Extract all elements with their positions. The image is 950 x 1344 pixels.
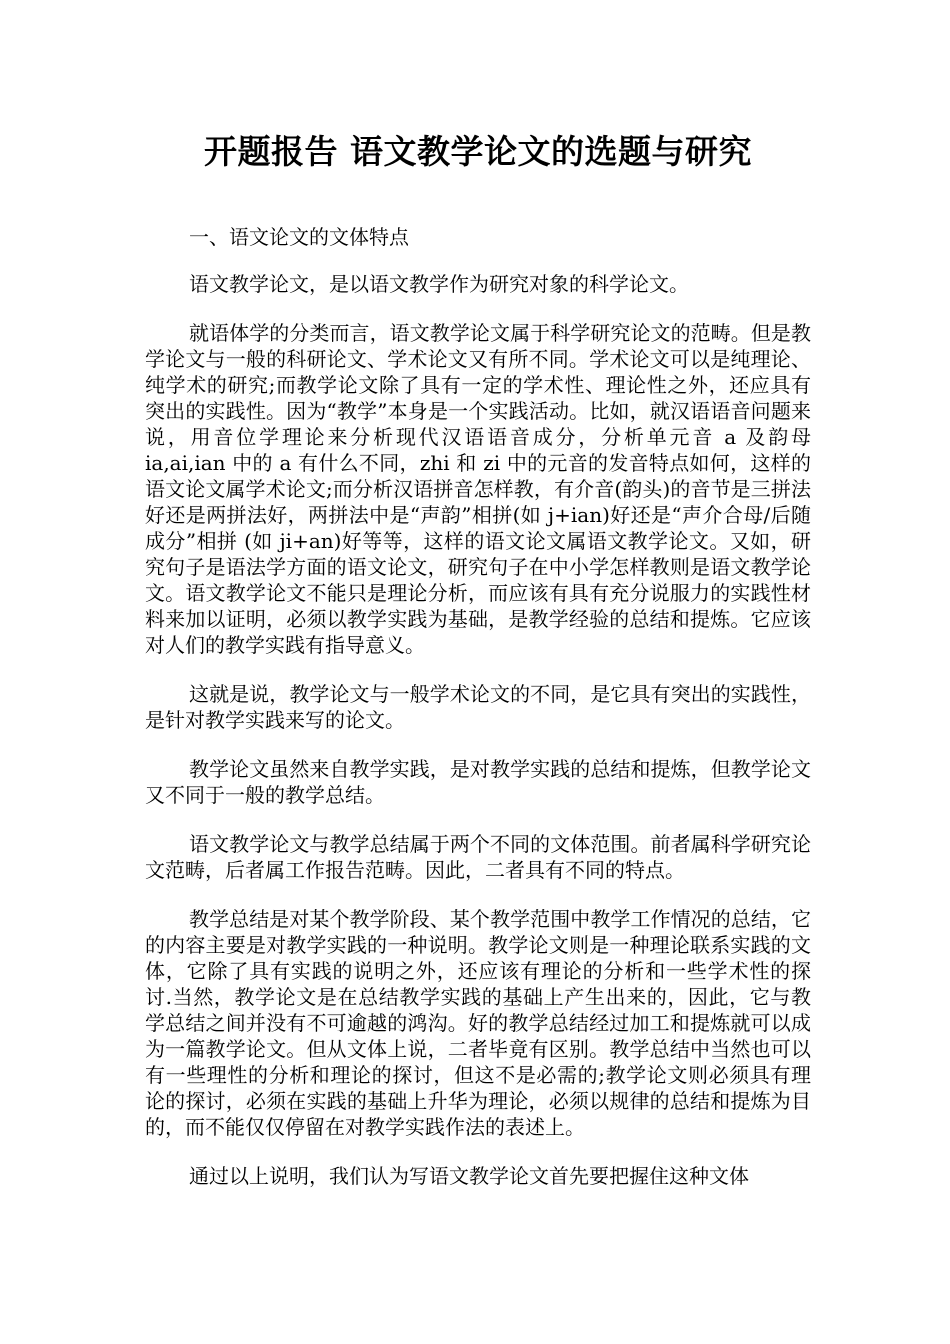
paragraph-1: 语文教学论文，是以语文教学作为研究对象的科学论文。 xyxy=(189,272,689,296)
paragraph-3: 这就是说，教学论文与一般学术论文的不同，是它具有突出的实践性，是针对教学实践来写的论文。 xyxy=(145,682,811,732)
section-heading: 一、语文论文的文体特点 xyxy=(189,225,409,249)
document-page xyxy=(145,0,811,1189)
paragraph-2: 就语体学的分类而言，语文教学论文属于科学研究论文的范畴。但是教学论文与一般的科研论文、学术论文又有所不同。学术论文可以是纯理论、纯学术的研究;而教学论文除了具有一定的学术性、理论性之外，还应具有突出的实践性。因为“教学”本身是一个实践活动。比如，就汉语语音问题来说，用音位学理论来分析现代汉语语音成分，分析单元音 a 及韵母 ia,ai,ian 中的 a 有什么不同，zhi 和 zi 中的元音的发音特点如何，这样的语文论文属学术论文;而分析汉语拼音怎样教，有介音(韵头)的音节是三拼法好还是两拼法好，两拼法中是“声韵”相拼(如 j+ian)好还是“声介合母/后随成分”相拼 (如 ji+an)好等等，这样的语文论文属语文教学论文。又如，研究句子是语法学方面的语文论文，研究句子在中小学怎样教则是语文教学论文。语文教学论文不能只是理论分析，而应该有具有充分说服力的实践性材料来加以证明，必须以教学实践为基础，是教学经验的总结和提炼。它应该对人们的教学实践有指导意义。 xyxy=(145,321,811,657)
paragraph-6: 教学总结是对某个教学阶段、某个教学范围中教学工作情况的总结，它的内容主要是对教学实践的一种说明。教学论文则是一种理论联系实践的文体，它除了具有实践的说明之外，还应该有理论的分析和一些学术性的探讨.当然，教学论文是在总结教学实践的基础上产生出来的，因此，它与教学总结之间并没有不可逾越的鸿沟。好的教学总结经过加工和提炼就可以成为一篇教学论文。但从文体上说，二者毕竟有区别。教学总结中当然也可以有一些理性的分析和理论的探讨，但这不是必需的;教学论文则必须具有理论的探讨，必须在实践的基础上升华为理论，必须以规律的总结和提炼为目的，而不能仅仅停留在对教学实践作法的表述上。 xyxy=(145,907,811,1139)
document-title: 开题报告 语文教学论文的选题与研究 xyxy=(204,132,752,171)
paragraph-5: 语文教学论文与教学总结属于两个不同的文体范围。前者属科学研究论文范畴，后者属工作报告范畴。因此，二者具有不同的特点。 xyxy=(145,832,811,882)
paragraph-7: 通过以上说明，我们认为写语文教学论文首先要把握住这种文体 xyxy=(189,1164,749,1188)
paragraph-4: 教学论文虽然来自教学实践，是对教学实践的总结和提炼，但教学论文又不同于一般的教学总结。 xyxy=(145,757,811,807)
